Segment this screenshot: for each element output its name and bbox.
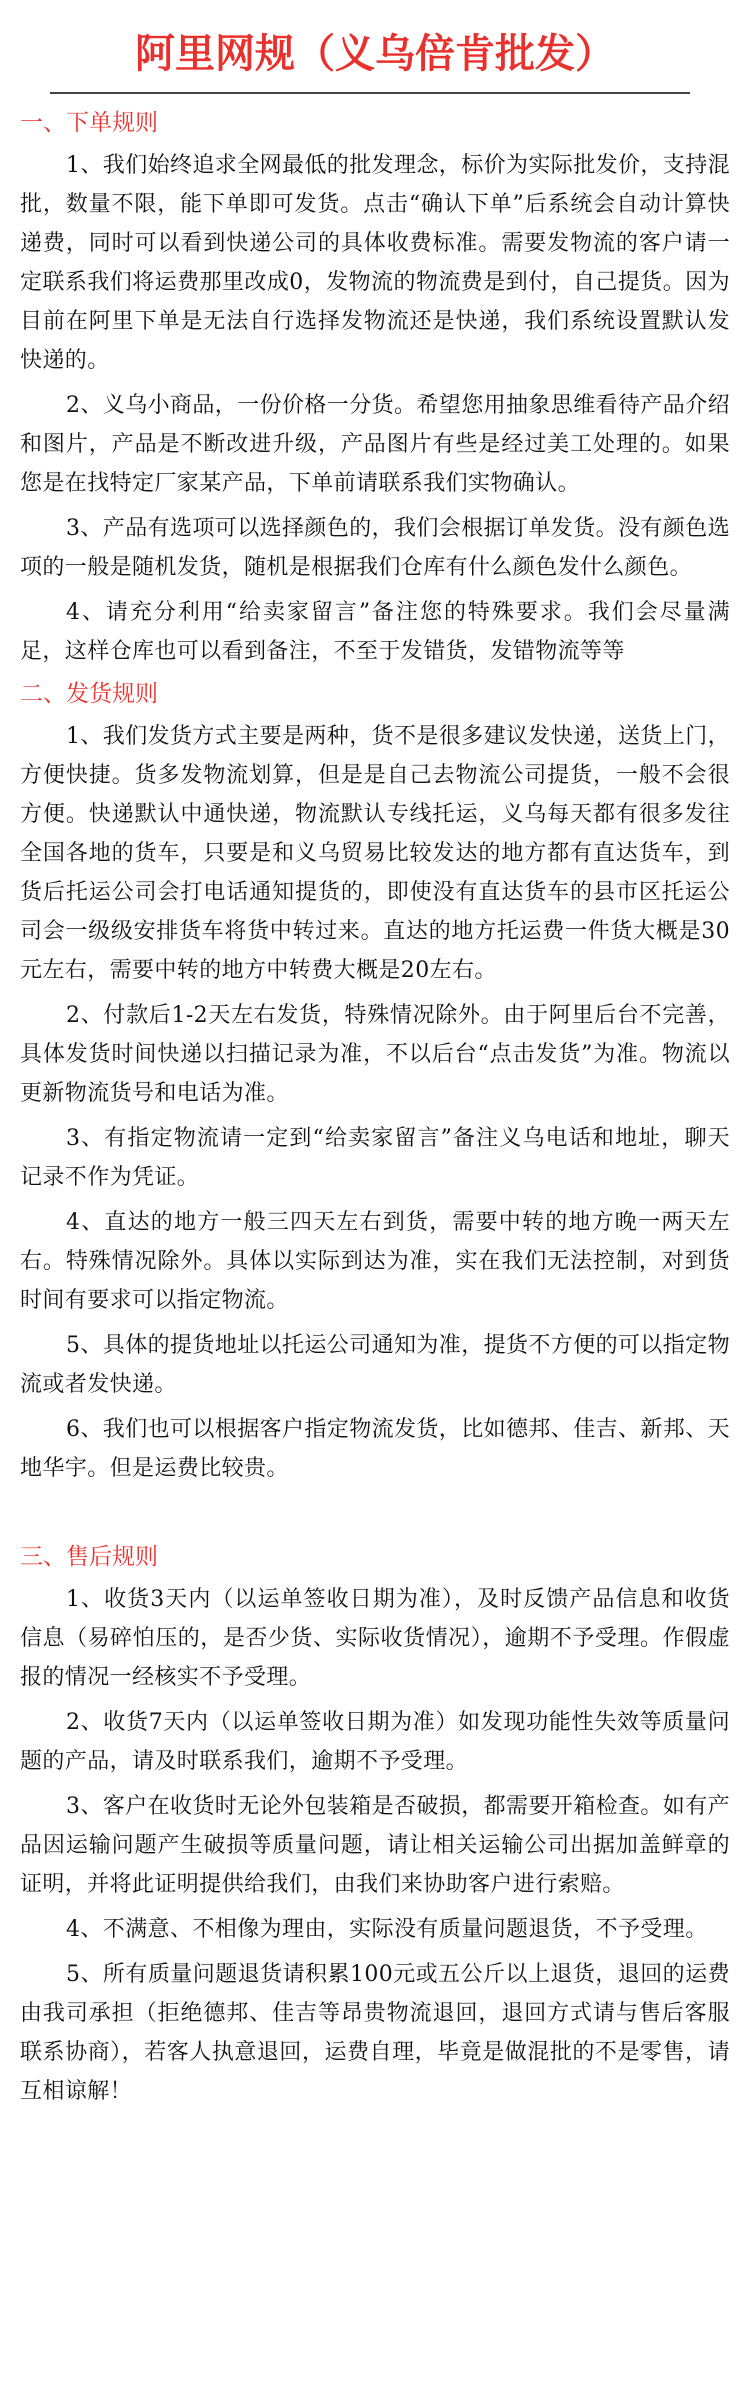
section-heading: 三、售后规则 xyxy=(20,1544,158,1570)
section-heading: 二、发货规则 xyxy=(20,681,158,707)
title-divider xyxy=(50,92,690,94)
paragraph: 5、具体的提货地址以托运公司通知为准，提货不方便的可以指定物流或者发快递。 xyxy=(20,1333,730,1397)
paragraph: 3、客户在收货时无论外包装箱是否破损，都需要开箱检查。如有产品因运输问题产生破损等质量问题，请让相关运输公司出据加盖鲜章的证明，并将此证明提供给我们，由我们来协助客户进行索赔。 xyxy=(20,1794,730,1897)
paragraph: 2、收货7天内（以运单签收日期为准）如发现功能性失效等质量问题的产品，请及时联系我们，逾期不予受理。 xyxy=(20,1710,730,1774)
paragraph: 1、收货3天内（以运单签收日期为准），及时反馈产品信息和收货信息（易碎怕压的，是否少货、实际收货情况），逾期不予受理。作假虚报的情况一经核实不予受理。 xyxy=(20,1587,730,1690)
page-title: 阿里网规（义乌倍肯批发） xyxy=(135,31,615,77)
paragraph: 3、产品有选项可以选择颜色的，我们会根据订单发货。没有颜色选项的一般是随机发货，随机是根据我们仓库有什么颜色发什么颜色。 xyxy=(20,516,730,580)
paragraph: 3、有指定物流请一定到“给卖家留言”备注义乌电话和地址，聊天记录不作为凭证。 xyxy=(20,1126,730,1190)
paragraph: 4、直达的地方一般三四天左右到货，需要中转的地方晚一两天左右。特殊情况除外。具体以实际到达为准，实在我们无法控制，对到货时间有要求可以指定物流。 xyxy=(20,1210,730,1313)
section-after-sales-rules xyxy=(20,1540,730,2111)
paragraph: 6、我们也可以根据客户指定物流发货，比如德邦、佳吉、新邦、天地华宇。但是运费比较贵。 xyxy=(20,1417,730,1481)
paragraph: 1、我们发货方式主要是两种，货不是很多建议发快递，送货上门，方便快捷。货多发物流划算，但是是自己去物流公司提货，一般不会很方便。快递默认中通快递，物流默认专线托运，义乌每天都有很多发往全国各地的货车，只要是和义乌贸易比较发达的地方都有直达货车，到货后托运公司会打电话通知提货的，即使没有直达货车的县市区托运公司会一级级安排货车将货中转过来。直达的地方托运费一件货大概是30元左右，需要中转的地方中转费大概是20左右。 xyxy=(20,724,730,983)
paragraph: 1、我们始终追求全网最低的批发理念，标价为实际批发价，支持混批，数量不限，能下单即可发货。点击“确认下单”后系统会自动计算快递费，同时可以看到快递公司的具体收费标准。需要发物流的客户请一定联系我们将运费那里改成0，发物流的物流费是到付，自己提货。因为目前在阿里下单是无法自行选择发物流还是快递，我们系统设置默认发快递的。 xyxy=(20,153,730,373)
paragraph: 4、请充分利用“给卖家留言”备注您的特殊要求。我们会尽量满足，这样仓库也可以看到备注，不至于发错货，发错物流等等 xyxy=(20,600,730,664)
section-shipping-rules xyxy=(20,677,730,1488)
section-heading: 一、下单规则 xyxy=(20,110,158,136)
paragraph: 4、不满意、不相像为理由，实际没有质量问题退货，不予受理。 xyxy=(66,1917,708,1942)
section-spacer xyxy=(20,1494,730,1534)
section-order-rules xyxy=(20,106,730,671)
paragraph: 2、付款后1-2天左右发货，特殊情况除外。由于阿里后台不完善，具体发货时间快递以扫描记录为准，不以后台“点击发货”为准。物流以更新物流货号和电话为准。 xyxy=(20,1003,730,1106)
paragraph: 5、所有质量问题退货请积累100元或五公斤以上退货，退回的运费由我司承担（拒绝德邦、佳吉等昂贵物流退回，退回方式请与售后客服联系协商），若客人执意退回，运费自理，毕竟是做混批的不是零售，请互相谅解！ xyxy=(20,1962,730,2104)
paragraph: 2、义乌小商品，一份价格一分货。希望您用抽象思维看待产品介绍和图片，产品是不断改进升级，产品图片有些是经过美工处理的。如果您是在找特定厂家某产品，下单前请联系我们实物确认。 xyxy=(20,393,730,496)
